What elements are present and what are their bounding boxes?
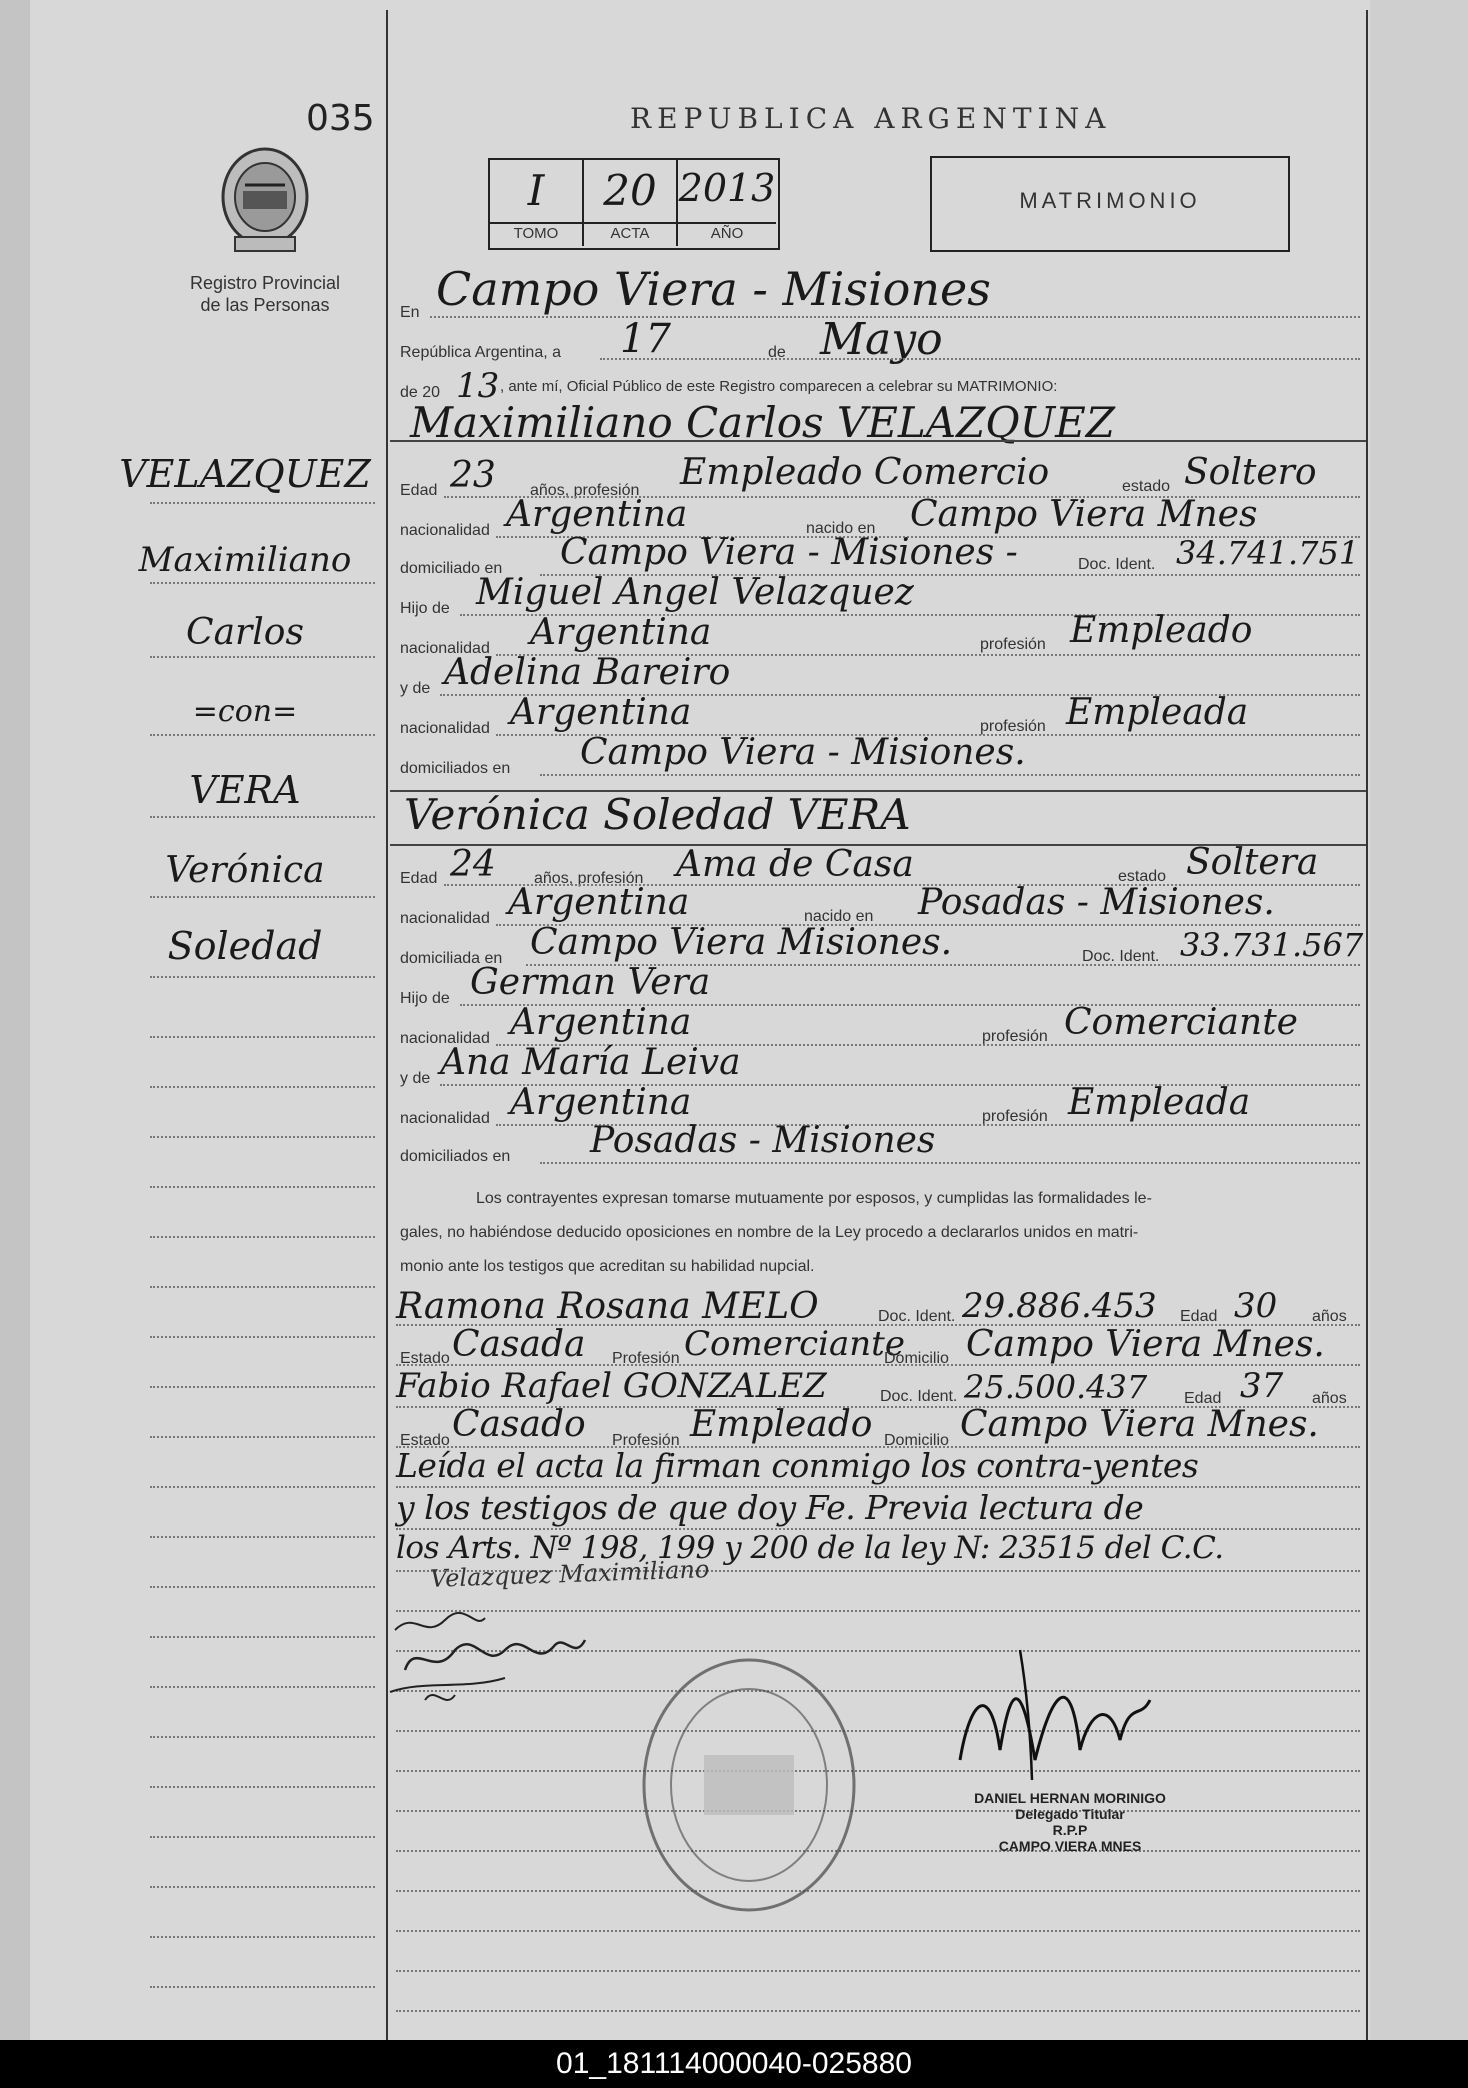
year-suffix: 13 [456, 366, 500, 406]
bride-birthplace: Posadas - Misiones. [918, 882, 1275, 923]
margin-con: =con= [192, 694, 298, 729]
groom-nationality: Argentina [506, 494, 688, 535]
witness2-profession: Empleado [690, 1404, 873, 1445]
official-title: Delegado Titular [1015, 1806, 1125, 1822]
groom-doc: 34.741.751 [1176, 534, 1360, 572]
place-value: Campo Viera - Misiones [436, 262, 991, 316]
groom-parents-domicile: Campo Viera - Misiones. [580, 732, 1026, 773]
margin-groom-surname: VELAZQUEZ [119, 452, 371, 496]
official-location: CAMPO VIERA MNES [998, 1838, 1142, 1854]
witness-signatures-icon [385, 1600, 645, 1720]
groom-full-name: Maximiliano Carlos VELAZQUEZ [410, 398, 1115, 447]
bride-full-name: Verónica Soledad VERA [404, 790, 911, 839]
bride-parents-domicile: Posadas - Misiones [590, 1120, 936, 1161]
country-title: REPUBLICA ARGENTINA [630, 102, 1112, 135]
registry-name-line2: de las Personas [200, 295, 330, 315]
acta-value: 20 [603, 166, 657, 215]
witness1-age: 30 [1234, 1286, 1278, 1326]
official-name: DANIEL HERNAN MORINIGO [974, 1790, 1166, 1806]
official-office: R.P.P [1052, 1822, 1088, 1838]
groom-father: Miguel Angel Velazquez [476, 572, 914, 613]
declaration-text [400, 1182, 1352, 1284]
groom-domicile: Campo Viera - Misiones - [560, 532, 1018, 573]
registry-name-line1: Registro Provincial [189, 273, 341, 293]
date-de-label: de [768, 344, 786, 361]
closing-line-3: los Arts. Nº 198, 199 y 200 de la ley N: 23515 del C.C. [396, 1530, 1224, 1566]
witness1-profession: Comerciante [684, 1324, 905, 1364]
witness2-domicile: Campo Viera Mnes. [960, 1404, 1319, 1445]
witness2-estado: Casado [452, 1404, 586, 1445]
binding-strip [1370, 0, 1468, 2040]
witness1-name: Ramona Rosana MELO [396, 1286, 819, 1327]
closing-line-1: Leída el acta la firman conmigo los contra-yentes [396, 1446, 1199, 1485]
tomo-label: TOMO [513, 225, 559, 242]
bride-estado: Soltera [1186, 842, 1319, 883]
margin-bride-name2: Soledad [167, 924, 323, 968]
groom-father-nationality: Argentina [530, 612, 712, 653]
witness2-age: 37 [1240, 1366, 1284, 1406]
acta-label: ACTA [610, 225, 650, 242]
groom-estado: Soltero [1184, 452, 1317, 493]
certificate-page: 035 Registro Provincial de las Personas REPUBLICA ARGENTINA I 20 2013 TOMO ACTA AÑO MATRIMONIO En Campo Viera - Misiones República Argentina, a 17 de Mayo de 20 13 , ante mí, Oficial Público de este Registro comparecen a celebrar su MATRIMONIO: Maximiliano Carlos VELAZQUEZ Edad 23 años, profesión Empleado Comercio estado Soltero nacionalidad Argentina nacido en Campo Viera Mnes domiciliado en Campo Viera - Misiones - Doc. Ident. 34.741.751 Hijo de Miguel Angel Velazquez nacionalidad Argentina profesión Empleado y de Adelina Bareiro nacionalidad Argentina profesión Empleada domiciliados en Campo Viera - Misiones. Verónica Soledad VERA Edad 24 años, profesión Ama de Casa estado Soltera nacionalidad Argentina nacido en Posadas - Misiones. domiciliada en Campo Viera Misiones. Doc. Ident. 33.731.567 Hijo de German Vera nacionalidad Argentina profesión Comerciante y de Ana María Leiva nacionalidad Argentina profesión Empleada domiciliados en Posadas - Misiones Los contrayentes expresan tomarse mutuamente por esposos, y cumplidas las formalidades le- gales, no habiéndose deducido oposiciones en nombre de la Ley procedo a declararlos unidos en matri- monio ante los testigos que acreditan su habilidad nupcial. Ramona Rosana MELO Doc. Ident. 29.886.453 Edad 30 años Estado Casada Profesión Comerciante Domicilio Campo Viera Mnes. Fabio Rafael GONZALEZ Doc. Ident. 25.500.437 Edad 37 años Estado Casado Profesión Empleado Domicilio Campo Viera Mnes. Leída el acta la firman conmigo los contra-yentes y los testigos de que doy Fe. Previa lectura de los Arts. Nº 198, 199 y 200 de la ley N: 23515 del C.C. Velazquez Maximiliano DANIEL HERNAN MORINIGO Delegado Titular R.P.P CAMPO VIERA MNES VELAZQUEZ Maximiliano Carlos =con= VERA Verónica Soledad [0, 0, 1468, 2040]
groom-profession: Empleado Comercio [680, 452, 1050, 493]
bride-mother-nationality: Argentina [510, 1082, 692, 1123]
groom-mother-profession: Empleada [1066, 692, 1249, 733]
margin-divider [386, 10, 388, 2040]
misiones-coat-of-arms-icon [215, 145, 315, 257]
groom-birthplace: Campo Viera Mnes [910, 494, 1258, 535]
bride-father-profession: Comerciante [1064, 1002, 1298, 1043]
act-type: MATRIMONIO [1019, 188, 1201, 213]
anio-value: 2013 [678, 166, 776, 210]
bride-age: 24 [450, 844, 496, 885]
year-prefix: de 20 [400, 384, 441, 401]
margin-bride-name1: Verónica [165, 850, 325, 891]
right-border [1366, 10, 1368, 2040]
bride-father: German Vera [470, 962, 711, 1003]
bride-profession: Ama de Casa [676, 844, 914, 885]
official-block [950, 1790, 1190, 1854]
margin-groom-name2: Carlos [186, 612, 304, 653]
declaration-line-3: monio ante los testigos que acreditan su habilidad nupcial. [400, 1258, 815, 1275]
page-edge [0, 0, 30, 2040]
official-stamp-icon [634, 1650, 864, 1920]
witness1-doc: 29.886.453 [962, 1286, 1157, 1326]
declaration-line-1: Los contrayentes expresan tomarse mutuamente por esposos, y cumplidas las formalidades le- [476, 1190, 1152, 1207]
registry-name [170, 272, 360, 316]
anio-label: AÑO [710, 225, 744, 242]
page-number: 035 [306, 98, 375, 139]
closing-line-2: y los testigos de que doy Fe. Previa lectura de [396, 1488, 1144, 1527]
groom-age: 23 [450, 455, 496, 496]
margin-groom-name1: Maximiliano [138, 540, 352, 580]
bride-mother-profession: Empleada [1068, 1082, 1251, 1123]
tomo-value: I [527, 166, 545, 215]
witness2-name: Fabio Rafael GONZALEZ [396, 1366, 827, 1406]
en-label: En [400, 304, 420, 321]
date-month: Mayo [820, 314, 943, 365]
margin-bride-surname: VERA [189, 768, 301, 812]
bride-mother: Ana María Leiva [440, 1042, 741, 1083]
witness1-estado: Casada [452, 1324, 586, 1365]
bride-father-nationality: Argentina [510, 1002, 692, 1043]
date-day: 17 [620, 316, 671, 362]
bride-domicile: Campo Viera Misiones. [530, 922, 953, 963]
date-prefix: República Argentina, a [400, 344, 561, 361]
image-code-footer: 01_181114000040-025880 [0, 2040, 1468, 2088]
delegate-signature-icon [940, 1640, 1200, 1790]
groom-mother-nationality: Argentina [510, 692, 692, 733]
witness2-doc: 25.500.437 [964, 1368, 1148, 1406]
bride-nationality: Argentina [508, 882, 690, 923]
groom-signature: Velazquez Maximiliano [429, 1555, 710, 1593]
witness1-domicile: Campo Viera Mnes. [966, 1324, 1325, 1365]
bride-doc: 33.731.567 [1180, 926, 1364, 964]
date-tail: , ante mí, Oficial Público de este Registro comparecen a celebrar su MATRIMONIO: [500, 378, 1058, 395]
groom-mother: Adelina Bareiro [444, 652, 731, 693]
groom-father-profession: Empleado [1070, 610, 1253, 651]
declaration-line-2: gales, no habiéndose deducido oposiciones en nombre de la Ley procedo a declararlos unidos en matri- [400, 1224, 1139, 1241]
